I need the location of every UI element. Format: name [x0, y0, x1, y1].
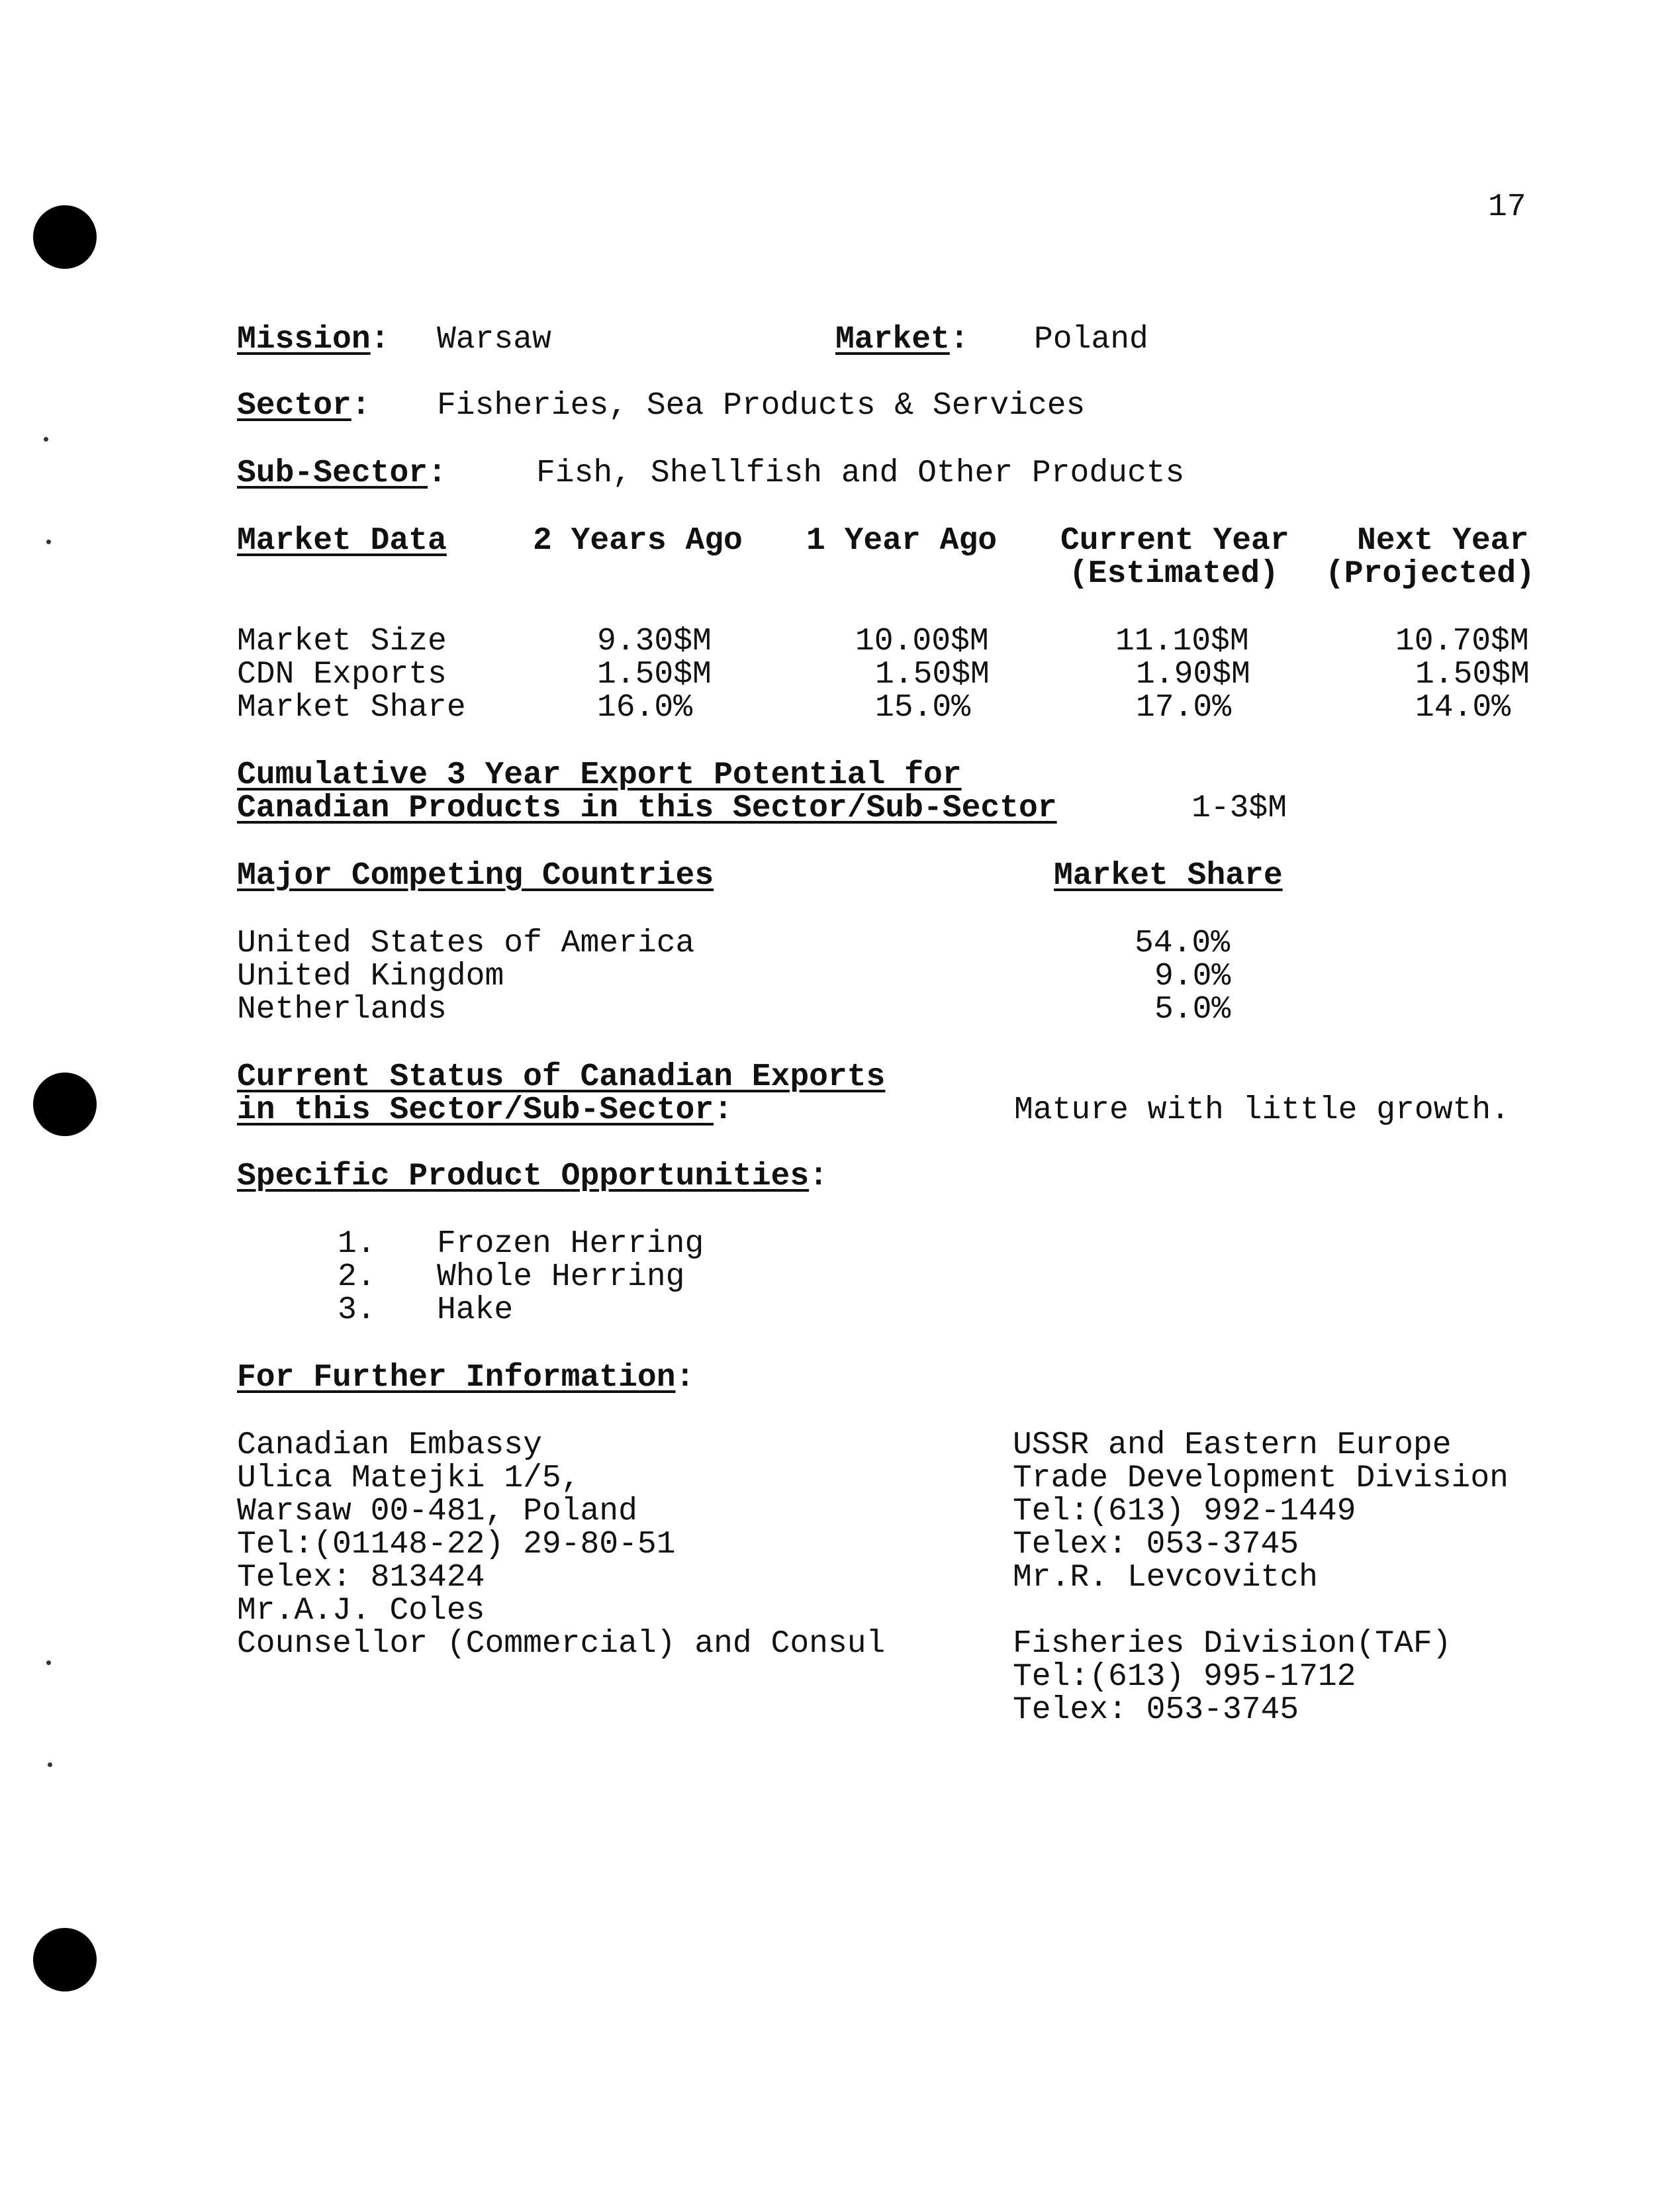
contact-line: Tel:(613) 992-1449: [1013, 1494, 1356, 1529]
contact-line: Tel:(01148-22) 29-80-51: [237, 1527, 676, 1562]
col-1-year-ago: 1 Year Ago: [806, 523, 998, 559]
speck: [44, 437, 48, 442]
mission-label-wrap: Mission:: [237, 322, 390, 358]
status-value: Mature with little growth.: [1014, 1092, 1510, 1128]
cell-next-year: 10.70$M: [1395, 624, 1529, 659]
sector-value: Fisheries, Sea Products & Services: [437, 388, 1086, 424]
cell-2-years-ago: 16.0%: [597, 690, 693, 726]
speck: [48, 1762, 52, 1767]
cell-1-year-ago: 1.50$M: [875, 657, 990, 693]
competitor-share: 9.0%: [1154, 959, 1231, 994]
subsector-label: Sub-Sector: [237, 455, 428, 491]
subsector-value: Fish, Shellfish and Other Products: [536, 455, 1185, 491]
punch-hole-middle: [33, 1073, 97, 1136]
contact-line: Fisheries Division(TAF): [1013, 1626, 1452, 1662]
competitor-country: United Kingdom: [237, 959, 504, 994]
competitor-country: Netherlands: [237, 992, 447, 1028]
list-item-text: Hake: [437, 1292, 514, 1328]
contact-line: Telex: 053-3745: [1013, 1527, 1299, 1562]
contact-line: Mr.R. Levcovitch: [1013, 1560, 1318, 1596]
list-item-text: Whole Herring: [437, 1259, 685, 1295]
competitor-share: 54.0%: [1135, 926, 1231, 961]
status-line2-wrap: in this Sector/Sub-Sector:: [237, 1092, 733, 1128]
contact-line: Canadian Embassy: [237, 1427, 542, 1463]
mission-value: Warsaw: [437, 322, 551, 358]
status-line2: in this Sector/Sub-Sector: [237, 1092, 714, 1128]
market-label-wrap: Market:: [835, 322, 969, 358]
col-next-year: Next Year: [1357, 523, 1529, 559]
list-item-number: 2.: [338, 1259, 376, 1295]
competitor-share: 5.0%: [1154, 992, 1231, 1028]
contact-line: Ulica Matejki 1/5,: [237, 1461, 581, 1496]
contact-line: Tel:(613) 995-1712: [1013, 1659, 1356, 1695]
opportunities-heading: Specific Product Opportunities: [237, 1159, 810, 1194]
list-item-number: 3.: [338, 1292, 376, 1328]
status-line1: Current Status of Canadian Exports: [237, 1059, 886, 1095]
opportunities-heading-wrap: Specific Product Opportunities:: [237, 1159, 828, 1194]
punch-hole-bottom: [33, 1928, 97, 1991]
contact-line: Mr.A.J. Coles: [237, 1593, 485, 1629]
further-info-heading-wrap: For Further Information:: [237, 1360, 695, 1396]
cell-next-year: 14.0%: [1415, 690, 1511, 726]
list-item-number: 1.: [338, 1226, 376, 1262]
col-current-year: Current Year: [1060, 523, 1289, 559]
cell-next-year: 1.50$M: [1415, 657, 1530, 693]
col-2-years-ago: 2 Years Ago: [533, 523, 743, 559]
row-label: Market Size: [237, 624, 447, 659]
contact-line: Warsaw 00-481, Poland: [237, 1494, 637, 1529]
export-potential-value: 1-3$M: [1191, 791, 1287, 826]
row-label: CDN Exports: [237, 657, 447, 693]
contact-line: Trade Development Division: [1013, 1461, 1509, 1496]
row-label: Market Share: [237, 690, 466, 726]
sector-label: Sector: [237, 388, 351, 424]
cell-current-year: 11.10$M: [1115, 624, 1249, 659]
export-potential-line1: Cumulative 3 Year Export Potential for: [237, 757, 962, 793]
page-number: 17: [1488, 189, 1526, 225]
list-item-text: Frozen Herring: [437, 1226, 704, 1262]
contact-line: Telex: 053-3745: [1013, 1692, 1299, 1728]
cell-1-year-ago: 10.00$M: [855, 624, 989, 659]
cell-current-year: 17.0%: [1136, 690, 1232, 726]
cell-2-years-ago: 9.30$M: [597, 624, 712, 659]
cell-1-year-ago: 15.0%: [875, 690, 971, 726]
contact-line: Telex: 813424: [237, 1560, 485, 1596]
competitor-country: United States of America: [237, 926, 695, 961]
further-info-heading: For Further Information: [237, 1360, 676, 1396]
subsector-label-wrap: Sub-Sector:: [237, 455, 447, 491]
col-note-estimated: (Estimated): [1069, 556, 1279, 592]
market-label: Market: [835, 322, 950, 358]
speck: [46, 1660, 51, 1665]
sector-label-wrap: Sector:: [237, 388, 371, 424]
cell-current-year: 1.90$M: [1136, 657, 1250, 693]
cell-2-years-ago: 1.50$M: [597, 657, 712, 693]
punch-hole-top: [33, 205, 97, 269]
col-note-projected: (Projected): [1325, 556, 1535, 592]
market-value: Poland: [1034, 322, 1148, 358]
contact-line: USSR and Eastern Europe: [1013, 1427, 1452, 1463]
contact-line: Counsellor (Commercial) and Consul: [237, 1626, 886, 1662]
competitors-share-heading: Market Share: [1054, 858, 1283, 894]
speck: [46, 540, 51, 544]
mission-label: Mission: [237, 322, 371, 358]
export-potential-line2: Canadian Products in this Sector/Sub-Sector: [237, 791, 1057, 826]
competitors-heading: Major Competing Countries: [237, 858, 714, 894]
market-data-heading: Market Data: [237, 523, 447, 559]
